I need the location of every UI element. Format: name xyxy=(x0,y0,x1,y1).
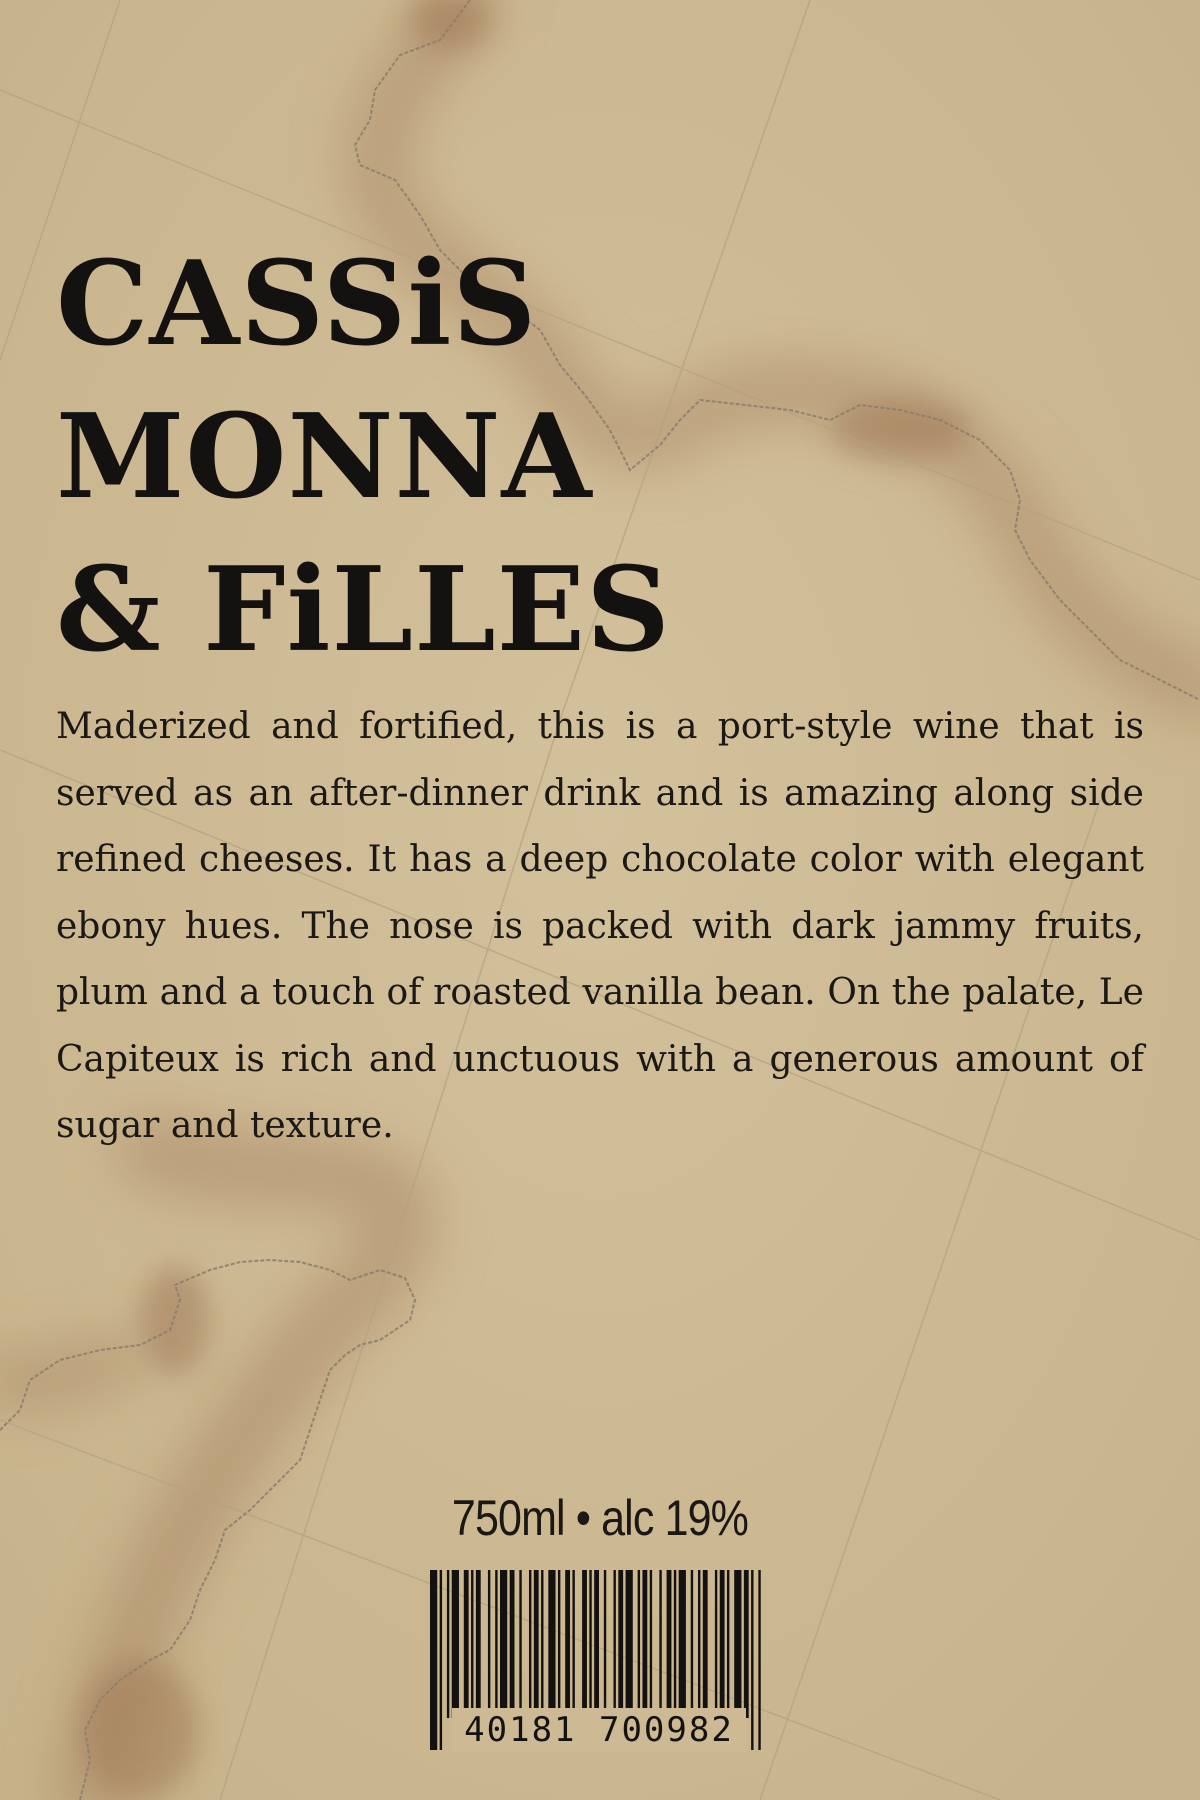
barcode-bar xyxy=(691,1570,693,1718)
barcode-bar xyxy=(758,1570,760,1750)
barcode-bar xyxy=(565,1570,570,1718)
barcode-bar xyxy=(698,1570,700,1718)
barcode-bar xyxy=(650,1570,652,1718)
barcode-bar xyxy=(727,1570,729,1718)
barcode-bar xyxy=(452,1570,459,1718)
barcode-bar xyxy=(519,1570,521,1718)
barcode-bar xyxy=(534,1570,539,1718)
volume-and-alcohol: 750ml • alc 19% xyxy=(451,1490,749,1546)
barcode-bar xyxy=(659,1570,661,1718)
barcode-bar xyxy=(618,1570,623,1718)
barcode-bar xyxy=(510,1570,515,1718)
barcode-bar xyxy=(667,1570,672,1718)
barcode-bar xyxy=(471,1570,473,1718)
barcode-bar xyxy=(720,1570,725,1718)
barcode-bar xyxy=(558,1570,560,1718)
barcode-bar xyxy=(751,1570,753,1750)
barcode-bar xyxy=(582,1570,587,1718)
brand-title-line-3: & FiLLES xyxy=(56,542,671,678)
barcode-bar xyxy=(488,1570,490,1718)
brand-title-line-2: MONNA xyxy=(56,389,593,525)
barcode-bar xyxy=(679,1570,686,1718)
barcode-bar xyxy=(572,1570,574,1718)
wine-description: Maderized and fortified, this is a port-style wine that is served as an after-dinner drink and is amazing along side refined cheeses. It has a deep chocolate color with elegant ebony hues. The nose is packed with dark jammy fruits, plum and a touch of roasted vanilla bean. On the palate, Le Capiteux is rich and unctuous with a generous amount of sugar and texture. xyxy=(56,706,1144,1146)
barcode-bar xyxy=(500,1570,507,1718)
barcode-bar xyxy=(476,1570,481,1718)
barcode-bar xyxy=(613,1570,615,1718)
barcode-bar xyxy=(674,1570,676,1718)
barcode-bar xyxy=(447,1570,449,1718)
barcode-bar xyxy=(589,1570,591,1718)
barcode-bar xyxy=(430,1570,437,1750)
barcode-bar xyxy=(529,1570,531,1718)
brand-title xyxy=(56,228,756,687)
barcode-bar xyxy=(548,1570,555,1718)
barcode-bar xyxy=(495,1570,497,1718)
barcode-number: 40181 700982 xyxy=(452,1708,746,1752)
barcode-bar xyxy=(638,1570,640,1718)
barcode-bar xyxy=(440,1570,442,1750)
barcode-bar xyxy=(464,1570,469,1718)
barcode-bar xyxy=(626,1570,633,1718)
barcode-bar xyxy=(703,1570,708,1718)
barcode-bar xyxy=(734,1570,741,1718)
barcode-bar xyxy=(541,1570,543,1718)
barcode-icon xyxy=(430,1570,768,1750)
barcode-bar xyxy=(642,1570,647,1718)
barcode-bar xyxy=(744,1570,749,1718)
barcode-bar xyxy=(715,1570,717,1718)
brand-title-line-1: CASSiS xyxy=(56,236,538,372)
